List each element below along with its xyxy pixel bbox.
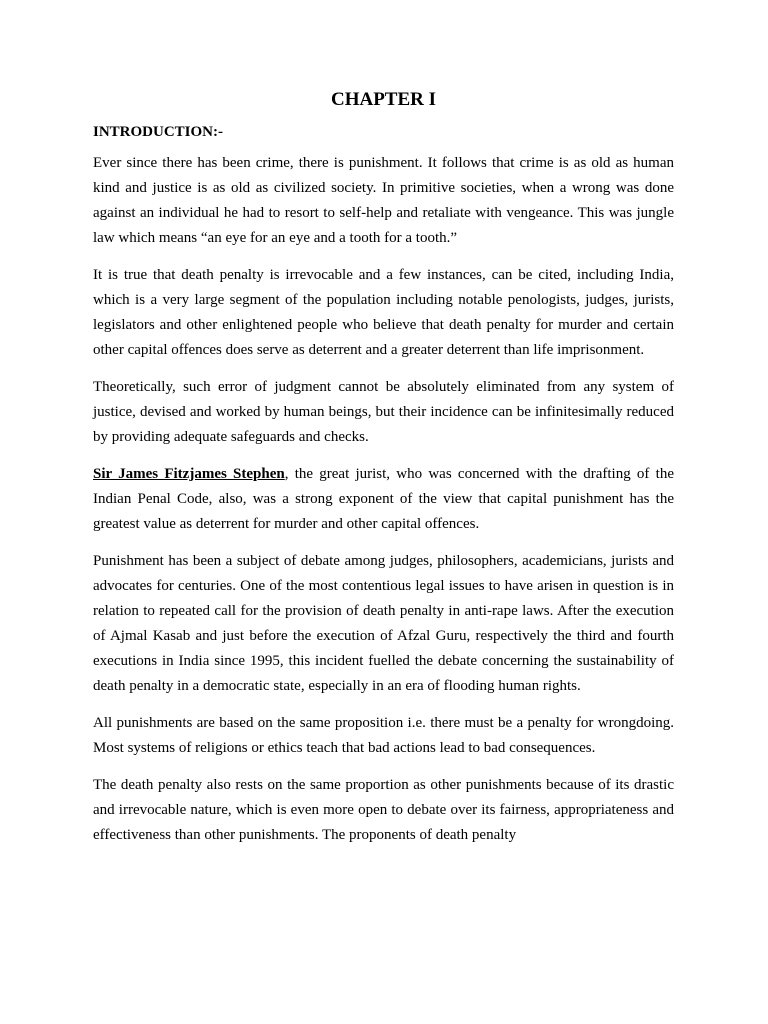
chapter-title: CHAPTER I xyxy=(330,89,437,110)
paragraph-error-of-judgment: Theoretically, such error of judgment cannot be absolutely eliminated from any system of justice, devised and worked by human beings, but their incidence can be infinitesimally reduced by providing adequate safeguards and checks. xyxy=(93,379,674,445)
paragraph-drastic-nature: The death penalty also rests on the same proportion as other punishments because of its drastic and irrevocable nature, which is even more open to debate over its fairness, appropriateness and effectiveness than other punishments. The proponents of death penalty xyxy=(93,777,674,843)
section-heading-introduction: INTRODUCTION:- xyxy=(93,124,224,140)
paragraph-same-proposition: All punishments are based on the same proposition i.e. there must be a penalty for wrongdoing. Most systems of religions or ethics teach that bad actions lead to bad consequences. xyxy=(93,715,674,756)
paragraph-stephen xyxy=(93,462,674,537)
paragraph-crime-and-punishment: Ever since there has been crime, there is punishment. It follows that crime is as old as human kind and justice is as old as civilized society. In primitive societies, when a wrong was done against an individual he had to resort to self-help and retaliate with vengeance. This was jungle law which means “an eye for an eye and a tooth for a tooth.” xyxy=(93,155,674,246)
jurist-name: Sir James Fitzjames Stephen xyxy=(93,466,285,482)
paragraph-debate: Punishment has been a subject of debate among judges, philosophers, academicians, jurists and advocates for centuries. One of the most contentious legal issues to have arisen in question is in relation to repeated call for the provision of death penalty in anti-rape laws. After the execution of Ajmal Kasab and just before the execution of Afzal Guru, respectively the third and fourth executions in India since 1995, this incident fuelled the debate concerning the sustainability of death penalty in a democratic state, especially in an era of flooding human rights. xyxy=(93,553,674,694)
paragraph-stephen-text: , the great jurist, who was concerned with the drafting of the Indian Penal Code, also, was a strong exponent of the view that capital punishment has the greatest value as deterrent for murder and other capital offences. xyxy=(93,466,674,532)
document-page xyxy=(93,88,674,860)
paragraph-death-penalty-irrevocable: It is true that death penalty is irrevocable and a few instances, can be cited, including India, which is a very large segment of the population including notable penologists, judges, jurists, legislators and other enlightened people who believe that death penalty for murder and certain other capital offences does serve as deterrent and a greater deterrent than life imprisonment. xyxy=(93,267,674,358)
